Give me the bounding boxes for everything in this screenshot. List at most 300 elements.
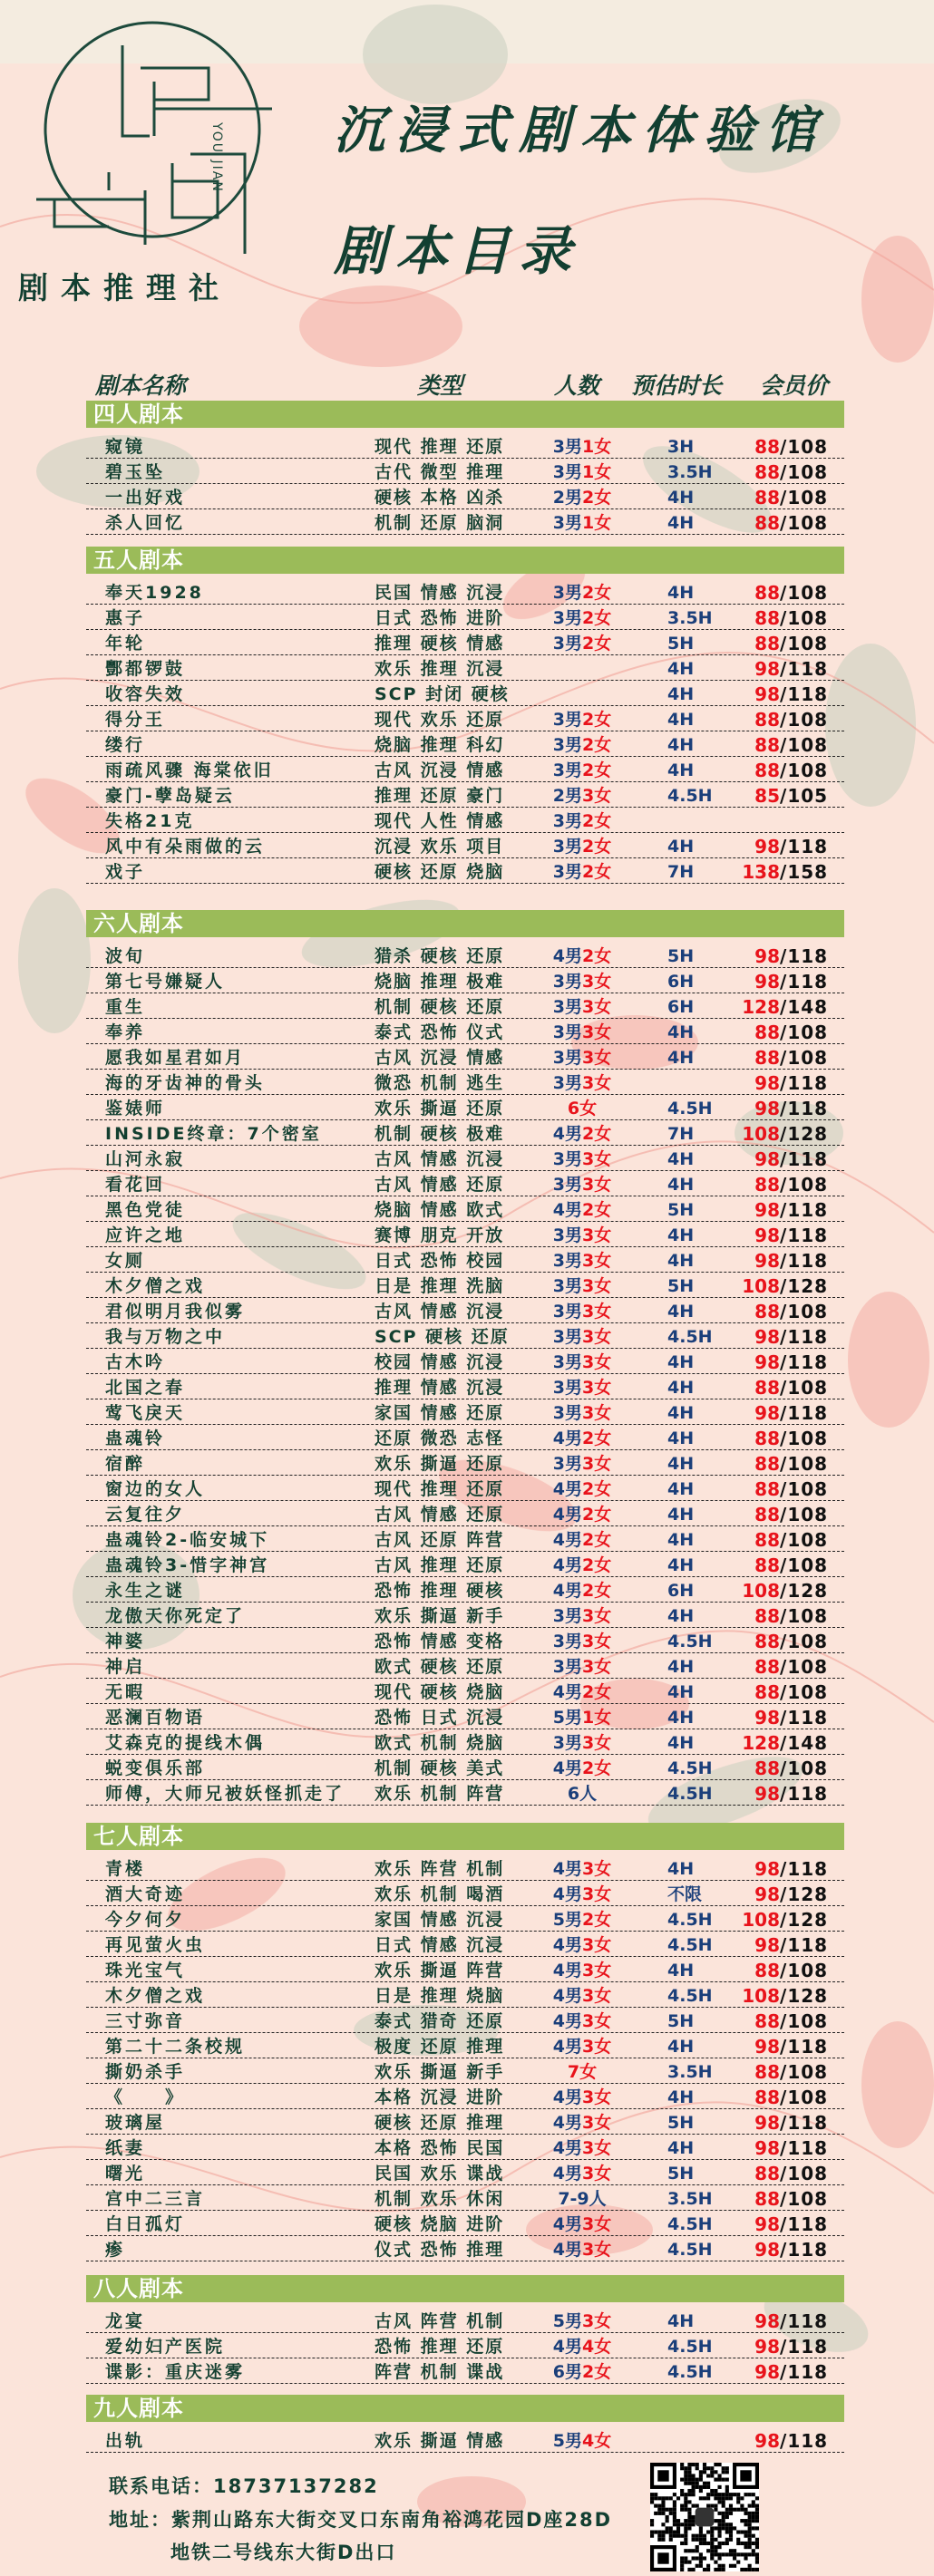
female-count: 1女 [582,437,612,457]
duration: 4H [667,1479,695,1499]
player-count [537,2109,628,2136]
regular-price-value: 128 [787,1909,829,1931]
script-row[interactable] [86,2008,844,2033]
script-genre: 古风 阵营 机制 [375,2311,505,2331]
member-price: 98 [754,2310,780,2332]
regular-price: /118 [780,2361,829,2383]
player-count [537,605,628,632]
script-row[interactable] [86,1070,844,1095]
regular-price: /108 [780,1656,829,1678]
member-price: 88 [754,1047,780,1069]
regular-price: /118 [780,2036,829,2058]
script-name: 再见萤火虫 [105,1935,206,1955]
script-row[interactable] [86,459,844,484]
regular-price-value: 108 [787,1960,829,1981]
duration: 5H [667,634,695,654]
member-price: 98 [754,2361,780,2383]
script-name: 蜕变俱乐部 [105,1758,206,1778]
script-name: 酆都锣鼓 [105,659,186,679]
script-name: 蛊魂铃2-临安城下 [105,1530,270,1550]
script-row[interactable] [86,1628,844,1653]
regular-price: /108 [780,1047,829,1069]
script-row[interactable] [86,1755,844,1780]
regular-price: /128 [780,1123,829,1145]
script-row[interactable] [86,993,844,1019]
player-count [537,1196,628,1224]
member-price: 98 [754,1351,780,1373]
script-row[interactable] [86,1095,844,1120]
script-genre: 现代 推理 还原 [375,1479,505,1499]
regular-price-value: 108 [787,1301,829,1322]
duration: 4H [667,735,695,755]
regular-price: /118 [780,2336,829,2358]
member-price: 88 [754,607,780,629]
male-count: 3男 [552,1352,582,1372]
player-count [537,731,628,759]
member-price: 98 [754,971,780,993]
script-row[interactable] [86,1349,844,1374]
regular-price-value: 118 [787,2310,829,2332]
duration: 4H [667,1251,695,1271]
script-row[interactable] [86,2427,844,2453]
female-count: 3女 [582,2164,612,2184]
script-genre: 恐怖 日式 沉浸 [375,1708,505,1728]
female-count: 3女 [582,1302,612,1322]
regular-price: /108 [780,1301,829,1322]
section-1 [86,547,844,884]
player-count [537,757,628,784]
section-title: 八人剧本 [93,2276,184,2301]
script-row[interactable] [86,1425,844,1450]
duration: 4H [667,760,695,780]
male-count: 5男 [552,2311,582,2331]
regular-price-value: 158 [787,861,829,883]
script-name: 永生之谜 [105,1581,186,1601]
regular-price-value: 118 [787,2361,829,2383]
script-genre: 极度 还原 推理 [375,2037,505,2057]
member-price: 98 [754,2137,780,2159]
duration: 6H [667,972,695,992]
player-count [537,2427,628,2455]
member-price: 88 [754,1453,780,1475]
member-price: 128 [742,996,780,1018]
duration: 4H [667,659,695,679]
script-name: 莺飞戾天 [105,1403,186,1423]
script-name: 鉴婊师 [105,1099,166,1119]
female-count: 3女 [582,1733,612,1753]
regular-price: /108 [780,633,829,654]
regular-price-value: 108 [787,1656,829,1678]
section-5 [86,2395,844,2453]
female-count: 3女 [582,1327,612,1347]
script-row[interactable] [86,2160,844,2185]
female-count: 3女 [582,1935,612,1955]
script-row[interactable] [86,1399,844,1425]
regular-price-value: 118 [787,971,829,993]
member-price: 98 [754,1072,780,1094]
script-genre: 古风 沉浸 情感 [375,760,505,780]
player-count [537,1628,628,1655]
male-count: 3男 [552,1149,582,1169]
script-row[interactable] [86,1552,844,1577]
script-row[interactable] [86,1982,844,2008]
regular-price-value: 108 [787,2061,829,2083]
player-count [537,1323,628,1351]
player-count [537,1501,628,1528]
script-name: 今夕何夕 [105,1910,186,1930]
regular-price: /108 [780,487,829,508]
script-row[interactable] [86,706,844,731]
male-count: 3男 [552,634,582,654]
regular-price-value: 118 [787,1148,829,1170]
regular-price: /108 [780,1960,829,1981]
female-count: 3女 [582,2138,612,2158]
duration: 4.5H [667,1784,713,1804]
script-row[interactable] [86,757,844,782]
duration: 4H [667,513,695,533]
member-price: 98 [754,1884,780,1905]
member-price: 88 [754,2087,780,2108]
member-price: 108 [742,1985,780,2007]
script-row[interactable] [86,1679,844,1704]
script-row[interactable] [86,2211,844,2236]
script-row[interactable] [86,1729,844,1755]
script-row[interactable] [86,858,844,884]
script-name: 《 》 [105,2087,186,2107]
script-row[interactable] [86,1298,844,1323]
column-header-type: 类型 [417,373,463,399]
regular-price-value: 118 [787,2336,829,2358]
regular-price-value: 108 [787,487,829,508]
regular-price: /118 [780,1858,829,1880]
female-count: 2女 [582,608,612,628]
regular-price: /118 [780,658,829,680]
script-row[interactable] [86,655,844,681]
script-name: 得分王 [105,710,166,730]
script-name: 艾森克的提线木偶 [105,1733,266,1753]
script-row[interactable] [86,1906,844,1932]
script-genre: 现代 欢乐 还原 [375,710,505,730]
regular-price: /108 [780,582,829,604]
male-count: 3男 [552,1606,582,1626]
female-count: 3女 [582,1632,612,1651]
script-genre: 欢乐 机制 喝酒 [375,1884,505,1904]
regular-price-value: 108 [787,2163,829,2184]
script-row[interactable] [86,1957,844,1982]
regular-price-value: 108 [787,2188,829,2210]
script-row[interactable] [86,2109,844,2135]
female-count: 2女 [582,837,612,857]
duration: 4H [667,2138,695,2158]
script-genre: 推理 还原 豪门 [375,786,505,806]
player-count [537,858,628,886]
regular-price-value: 118 [787,683,829,705]
script-row[interactable] [86,605,844,630]
male-count: 4男 [552,2037,582,2057]
script-name: 珠光宝气 [105,1961,186,1980]
player-count [537,1577,628,1604]
script-genre: 烧脑 推理 科幻 [375,735,505,755]
script-row[interactable] [86,1323,844,1349]
script-row[interactable] [86,2084,844,2109]
duration: 5H [667,1200,695,1220]
script-row[interactable] [86,484,844,509]
player-count [537,2308,628,2335]
female-count: 2女 [582,1200,612,1220]
script-name: 爱幼妇产医院 [105,2337,226,2357]
duration: 4H [667,2087,695,2107]
script-row[interactable] [86,1171,844,1196]
script-row[interactable] [86,1501,844,1526]
regular-price-value: 108 [787,760,829,781]
female-count: 4女 [582,2431,612,2451]
script-row[interactable] [86,2058,844,2084]
player-count [537,706,628,733]
female-count: 2女 [582,1428,612,1448]
regular-price: /108 [780,1174,829,1196]
male-count: 4男 [552,1479,582,1499]
script-row[interactable] [86,808,844,833]
script-name: 波旬 [105,946,146,966]
regular-price: /118 [780,945,829,967]
script-row[interactable] [86,681,844,706]
player-count [537,1679,628,1706]
duration: 4H [667,1555,695,1575]
duration: 7H [667,862,695,882]
script-row[interactable] [86,1120,844,1146]
script-row[interactable] [86,731,844,757]
duration: 4H [667,1352,695,1372]
script-genre: 家国 情感 沉浸 [375,1910,505,1930]
script-genre: 本格 沉浸 进阶 [375,2087,505,2107]
script-name: 豪门-孽岛疑云 [105,786,235,806]
member-price: 98 [754,1098,780,1119]
duration: 4H [667,1682,695,1702]
female-count: 3女 [582,1606,612,1626]
member-price: 88 [754,1301,780,1322]
script-row[interactable] [86,1653,844,1679]
member-price: 98 [754,2112,780,2134]
regular-price: /148 [780,996,829,1018]
script-name: 一出好戏 [105,488,186,508]
script-row[interactable] [86,2033,844,2058]
male-count: 5男 [552,2431,582,2451]
script-row[interactable] [86,1704,844,1729]
script-genre: 机制 欢乐 休闲 [375,2189,505,2209]
regular-price-value: 118 [787,2213,829,2235]
female-count: 1女 [582,462,612,482]
member-price: 88 [754,2010,780,2032]
regular-price: /118 [780,1351,829,1373]
male-count: 3男 [552,583,582,603]
regular-price: /108 [780,1554,829,1576]
script-row[interactable] [86,968,844,993]
male-count: 3男 [552,710,582,730]
regular-price: /108 [780,760,829,781]
female-count: 3女 [582,1175,612,1195]
regular-price: /118 [780,2430,829,2452]
member-price: 85 [754,785,780,807]
script-row[interactable] [86,1780,844,1806]
regular-price-value: 108 [787,512,829,534]
script-row[interactable] [86,1222,844,1247]
member-price: 88 [754,709,780,731]
regular-price-value: 108 [787,1504,829,1525]
script-row[interactable] [86,1881,844,1906]
male-count: 7-9人 [558,2189,607,2209]
regular-price: /108 [780,709,829,731]
female-count: 3女 [582,972,612,992]
regular-price-value: 118 [787,1250,829,1272]
section-title: 七人剧本 [93,1824,184,1849]
duration: 4.5H [667,2362,713,2382]
script-genre: 古风 还原 阵营 [375,1530,505,1550]
regular-price-value: 108 [787,2010,829,2032]
script-row[interactable] [86,433,844,459]
duration: 4H [667,1225,695,1245]
script-row[interactable] [86,1932,844,1957]
script-name: 戏子 [105,862,146,882]
female-count: 3女 [582,1149,612,1169]
member-price: 138 [742,861,780,883]
script-name: 神婆 [105,1632,146,1651]
script-name: 神启 [105,1657,146,1677]
regular-price: /108 [780,1453,829,1475]
male-count: 4男 [552,1986,582,2006]
script-row[interactable] [86,1273,844,1298]
script-genre: 恐怖 推理 硬核 [375,1581,505,1601]
section-header [86,2275,844,2302]
script-name: 看花回 [105,1175,166,1195]
player-count [537,509,628,537]
script-row[interactable] [86,2236,844,2261]
member-price: 88 [754,582,780,604]
script-genre: 欧式 硬核 还原 [375,1657,505,1677]
script-row[interactable] [86,1476,844,1501]
script-row[interactable] [86,2308,844,2333]
script-row[interactable] [86,1044,844,1070]
player-count [537,2211,628,2238]
script-genre: 现代 推理 还原 [375,437,505,457]
female-count: 1女 [582,513,612,533]
script-row[interactable] [86,2333,844,2358]
script-genre: 欢乐 推理 沉浸 [375,659,505,679]
member-price: 88 [754,1681,780,1703]
section-header [86,401,844,428]
script-row[interactable] [86,943,844,968]
script-row[interactable] [86,1374,844,1399]
player-count [537,1932,628,1959]
script-row[interactable] [86,1247,844,1273]
script-row[interactable] [86,2185,844,2211]
member-price: 88 [754,1758,780,1779]
female-count: 3女 [582,1884,612,1904]
script-row[interactable] [86,1526,844,1552]
regular-price-value: 108 [787,734,829,756]
member-price: 98 [754,1148,780,1170]
duration: 4H [667,1657,695,1677]
member-price: 88 [754,512,780,534]
contact-phone: 联系电话：18737137282 [109,2475,379,2497]
member-price: 98 [754,1250,780,1272]
script-row[interactable] [86,1450,844,1476]
member-price: 98 [754,1402,780,1424]
script-row[interactable] [86,1196,844,1222]
script-row[interactable] [86,1019,844,1044]
script-genre: 赛博 朋克 开放 [375,1225,505,1245]
regular-price-value: 108 [787,461,829,483]
duration: 4H [667,1302,695,1322]
female-count: 6女 [567,1099,598,1119]
script-row[interactable] [86,782,844,808]
male-count: 4男 [552,1961,582,1980]
script-row[interactable] [86,579,844,605]
script-genre: 欢乐 机制 阵营 [375,1784,505,1804]
female-count: 2女 [582,1682,612,1702]
member-price: 88 [754,1022,780,1043]
page-title: 沉浸式剧本体验馆 [334,102,827,160]
female-count: 2女 [582,735,612,755]
player-count [537,1171,628,1198]
male-count: 4男 [552,1200,582,1220]
section-title: 四人剧本 [93,402,184,427]
qr-code[interactable] [650,2463,759,2571]
duration: 4H [667,1428,695,1448]
player-count [537,2008,628,2035]
male-count: 2男 [552,488,582,508]
section-title: 六人剧本 [93,911,184,936]
female-count: 2女 [582,1581,612,1601]
svg-text:YOU JIAN: YOU JIAN [209,122,224,193]
regular-price-value: 108 [787,1428,829,1449]
male-count: 3男 [552,1403,582,1423]
female-count: 3女 [582,1859,612,1879]
script-genre: 欧式 机制 烧脑 [375,1733,505,1753]
script-row[interactable] [86,833,844,858]
script-row[interactable] [86,1855,844,1881]
member-price: 88 [754,1605,780,1627]
regular-price: /108 [780,1758,829,1779]
member-price: 88 [754,436,780,458]
male-count: 3男 [552,1276,582,1296]
female-count: 3女 [582,2311,612,2331]
duration: 4.5H [667,1327,713,1347]
member-price: 98 [754,945,780,967]
player-count [537,1374,628,1401]
player-count [537,1603,628,1630]
script-genre: 古风 情感 还原 [375,1175,505,1195]
script-row[interactable] [86,509,844,535]
script-row[interactable] [86,2358,844,2384]
male-count: 2男 [552,786,582,806]
script-row[interactable] [86,1577,844,1603]
script-row[interactable] [86,2135,844,2160]
script-name: 应许之地 [105,1225,186,1245]
regular-price-value: 118 [787,1707,829,1729]
script-row[interactable] [86,1603,844,1628]
script-row[interactable] [86,1146,844,1171]
script-genre: 硬核 烧脑 进阶 [375,2214,505,2234]
script-genre: 烧脑 推理 极难 [375,972,505,992]
duration: 4.5H [667,1935,713,1955]
player-count [537,1906,628,1933]
female-count: 2女 [582,710,612,730]
script-name: 第七号嫌疑人 [105,972,226,992]
member-price: 98 [754,1199,780,1221]
member-price: 88 [754,461,780,483]
member-price: 88 [754,2163,780,2184]
script-row[interactable] [86,630,844,655]
